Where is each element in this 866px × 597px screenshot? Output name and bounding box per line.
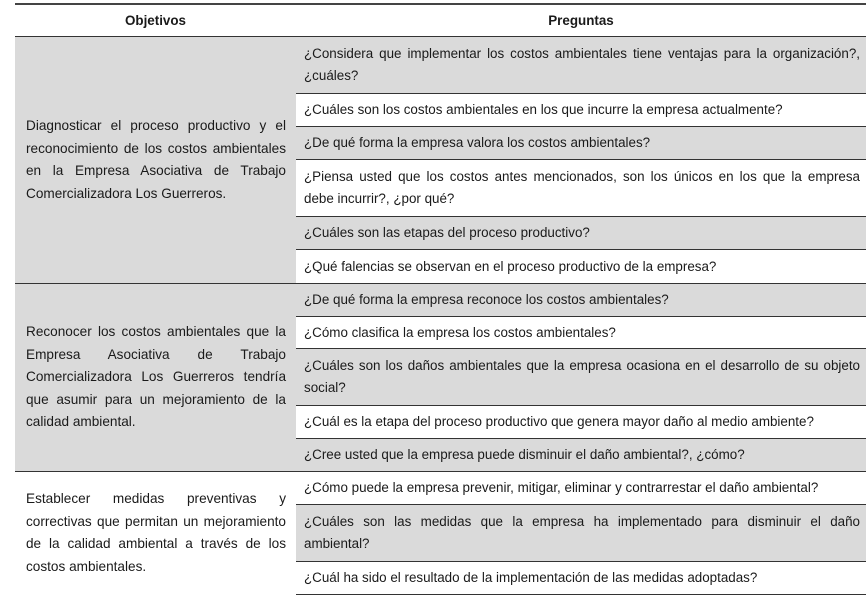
question-cell: ¿Qué falencias se observan en el proceso productivo de la empresa? [296, 250, 866, 284]
question-cell: ¿Cree usted que la empresa puede disminuir el daño ambiental?, ¿cómo? [296, 439, 866, 472]
objective-cell: Diagnosticar el proceso productivo y el reconocimiento de los costos ambientales en la Empresa Asociativa de Trabajo Comercializadora Los Guerreros. [15, 37, 296, 284]
header-objetivos: Objetivos [15, 4, 296, 37]
objective-cell: Establecer medidas preventivas y correctivas que permitan un mejoramiento de la calidad ambiental a través de los costos ambientales. [15, 472, 296, 595]
question-cell: ¿De qué forma la empresa valora los costos ambientales? [296, 127, 866, 160]
question-cell: ¿Cómo puede la empresa prevenir, mitigar, eliminar y contrarrestar el daño ambiental? [296, 472, 866, 505]
header-preguntas: Preguntas [296, 4, 866, 37]
table-row [15, 284, 866, 317]
question-cell: ¿Cuáles son las etapas del proceso productivo? [296, 217, 866, 250]
table-row [15, 37, 866, 94]
objectives-questions-table [15, 3, 866, 595]
question-cell: ¿Cuáles son los costos ambientales en los que incurre la empresa actualmente? [296, 94, 866, 127]
question-cell: ¿Considera que implementar los costos ambientales tiene ventajas para la organización?, ¿cuáles? [296, 37, 866, 94]
question-cell: ¿De qué forma la empresa reconoce los costos ambientales? [296, 284, 866, 317]
question-cell: ¿Cuáles son las medidas que la empresa ha implementado para disminuir el daño ambiental? [296, 505, 866, 562]
objective-cell: Reconocer los costos ambientales que la Empresa Asociativa de Trabajo Comercializadora Los Guerreros tendría que asumir para un mejoramiento de la calidad ambiental. [15, 284, 296, 472]
question-cell: ¿Piensa usted que los costos antes mencionados, son los únicos en los que la empresa debe incurrir?, ¿por qué? [296, 160, 866, 217]
question-cell: ¿Cuál ha sido el resultado de la implementación de las medidas adoptadas? [296, 562, 866, 595]
question-cell: ¿Cómo clasifica la empresa los costos ambientales? [296, 317, 866, 349]
header-row [15, 4, 866, 37]
question-cell: ¿Cuál es la etapa del proceso productivo que genera mayor daño al medio ambiente? [296, 406, 866, 439]
question-cell: ¿Cuáles son los daños ambientales que la empresa ocasiona en el desarrollo de su objeto social? [296, 349, 866, 406]
table-row [15, 472, 866, 505]
